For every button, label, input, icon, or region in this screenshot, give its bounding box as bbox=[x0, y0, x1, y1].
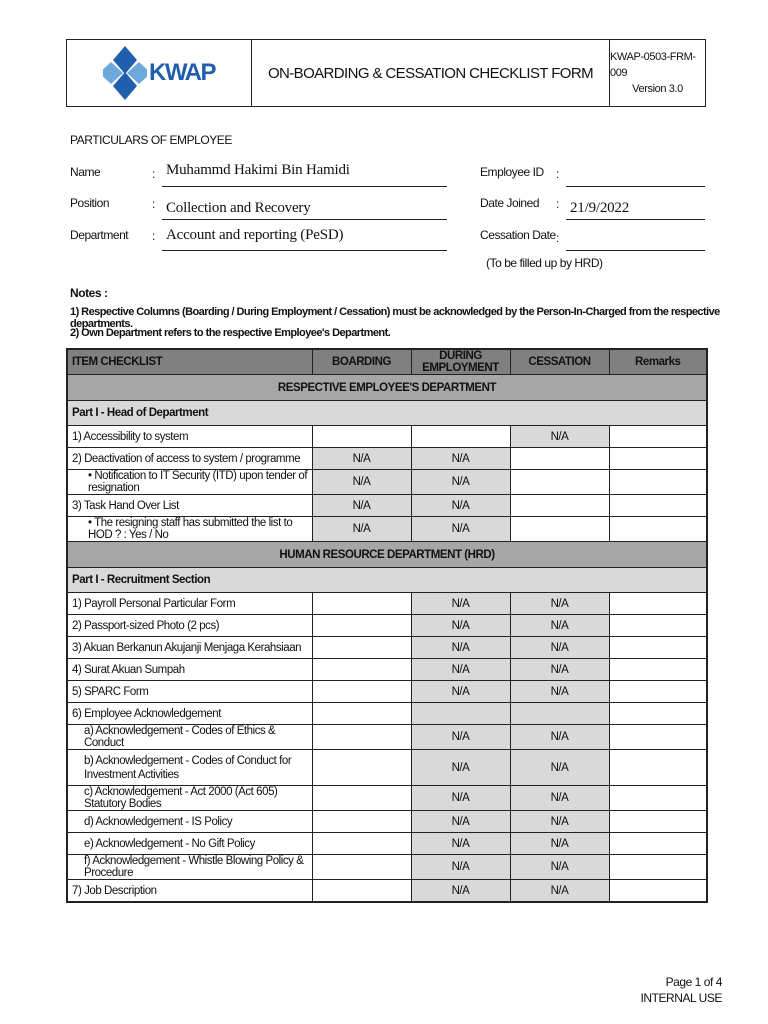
during-employment-cell: N/A bbox=[411, 517, 510, 542]
cessation-cell: N/A bbox=[510, 750, 609, 786]
table-row bbox=[67, 750, 707, 786]
table-row bbox=[67, 426, 707, 448]
item-label: 1) Payroll Personal Particular Form bbox=[67, 593, 312, 615]
table-row bbox=[67, 725, 707, 750]
remarks-cell[interactable] bbox=[609, 703, 707, 725]
item-label: 3) Task Hand Over List bbox=[67, 495, 312, 517]
during-employment-cell: N/A bbox=[411, 855, 510, 880]
date-joined-field[interactable]: 21/9/2022 bbox=[566, 195, 705, 220]
section-title: RESPECTIVE EMPLOYEE'S DEPARTMENT bbox=[67, 375, 707, 401]
notes-title: Notes : bbox=[70, 286, 108, 300]
employee-id-field[interactable] bbox=[566, 162, 705, 187]
item-label: 7) Job Description bbox=[67, 880, 312, 903]
item-label: 4) Surat Akuan Sumpah bbox=[67, 659, 312, 681]
item-label: 2) Deactivation of access to system / programme bbox=[67, 448, 312, 470]
remarks-cell[interactable] bbox=[609, 593, 707, 615]
position-field[interactable]: Collection and Recovery bbox=[162, 195, 447, 220]
cessation-date-label: Cessation Date bbox=[480, 228, 556, 242]
during-employment-cell: N/A bbox=[411, 659, 510, 681]
name-field[interactable]: Muhammd Hakimi Bin Hamidi bbox=[162, 159, 447, 187]
date-joined-label: Date Joined bbox=[480, 196, 540, 210]
table-row bbox=[67, 659, 707, 681]
cessation-cell bbox=[510, 703, 609, 725]
boarding-cell[interactable] bbox=[312, 659, 411, 681]
note-1: 1) Respective Columns (Boarding / During Employment / Cessation) must be acknowledged by the Person-In-Charged from the respective departments. bbox=[70, 306, 720, 330]
during-employment-cell: N/A bbox=[411, 615, 510, 637]
during-employment-cell: N/A bbox=[411, 880, 510, 903]
table-row bbox=[67, 495, 707, 517]
remarks-cell[interactable] bbox=[609, 786, 707, 811]
cessation-cell[interactable] bbox=[510, 517, 609, 542]
cessation-cell: N/A bbox=[510, 811, 609, 833]
remarks-cell[interactable] bbox=[609, 495, 707, 517]
boarding-cell[interactable] bbox=[312, 703, 411, 725]
kwap-diamond-icon bbox=[103, 44, 147, 102]
remarks-cell[interactable] bbox=[609, 426, 707, 448]
boarding-cell[interactable] bbox=[312, 615, 411, 637]
column-header: BOARDING bbox=[312, 349, 411, 375]
table-row bbox=[67, 448, 707, 470]
item-label: e) Acknowledgement - No Gift Policy bbox=[67, 833, 312, 855]
boarding-cell[interactable] bbox=[312, 833, 411, 855]
during-employment-cell: N/A bbox=[411, 637, 510, 659]
note-2: 2) Own Department refers to the respective Employee's Department. bbox=[70, 327, 391, 339]
boarding-cell[interactable] bbox=[312, 593, 411, 615]
table-row bbox=[67, 786, 707, 811]
table-row bbox=[67, 470, 707, 495]
cessation-cell: N/A bbox=[510, 426, 609, 448]
kwap-logo: KWAP bbox=[67, 40, 252, 106]
particulars-heading: PARTICULARS OF EMPLOYEE bbox=[70, 133, 232, 147]
during-employment-cell: N/A bbox=[411, 470, 510, 495]
during-employment-cell: N/A bbox=[411, 833, 510, 855]
boarding-cell[interactable] bbox=[312, 811, 411, 833]
during-employment-cell: N/A bbox=[411, 750, 510, 786]
part-row bbox=[67, 568, 707, 593]
table-row bbox=[67, 517, 707, 542]
checklist-table bbox=[66, 348, 708, 903]
remarks-cell[interactable] bbox=[609, 517, 707, 542]
item-label: 6) Employee Acknowledgement bbox=[67, 703, 312, 725]
remarks-cell[interactable] bbox=[609, 811, 707, 833]
remarks-cell[interactable] bbox=[609, 880, 707, 903]
cessation-cell: N/A bbox=[510, 880, 609, 903]
during-employment-cell: N/A bbox=[411, 448, 510, 470]
cessation-date-field[interactable] bbox=[566, 226, 705, 251]
cessation-cell: N/A bbox=[510, 659, 609, 681]
column-header: CESSATION bbox=[510, 349, 609, 375]
remarks-cell[interactable] bbox=[609, 725, 707, 750]
remarks-cell[interactable] bbox=[609, 855, 707, 880]
during-employment-cell: N/A bbox=[411, 593, 510, 615]
part-row bbox=[67, 401, 707, 426]
remarks-cell[interactable] bbox=[609, 750, 707, 786]
table-row bbox=[67, 615, 707, 637]
hrd-note: (To be filled up by HRD) bbox=[486, 256, 603, 270]
remarks-cell[interactable] bbox=[609, 681, 707, 703]
document-page: KWAP ON-BOARDING & CESSATION CHECKLIST FORM KWAP-0503-FRM-009 Version 3.0 PARTICULARS OF EMPLOYEE Name : Muhammd Hakimi Bin Hamidi Position : Collection and Recovery Department : Account and reporting (PeSD) Employee ID : Date Joined : 21/9/2022 Cessation Date : (To be filled up by HRD) Notes : 1) Respective Columns (Boarding / During Employment / Cessation) must be acknowledged by the Person-In-Charged from the respective departments. 2) Own Department refers to the respective Employee's Department. ITEM CHECKLIST BOARDING DURING EMPLOYMENT CESSATION Remarks RESPECTIVE EMPLOYEE'S DEPARTMENT Part I - Head of Department 1) Accessibility to system N/A 2) Deactivation of access to system / programme N/A N/A • Notification to IT Security (ITD) upon tender of resignation N/A N/A 3) Task Hand Over List N/A N/A • The resigning staff has submitted the list to HOD ? : Yes / No N/A N/A HUMAN RESOURCE DEPARTMENT (HRD) Part I - Recruitment Section 1) Payroll Personal Particular Form N/A N/A 2) Passport-sized Photo (2 pcs) N/A N/A 3) Akuan Berkanun Akujanji Menjaga Kerahsiaan N/A N/A 4) Surat Akuan Sumpah N/A N/A 5) SPARC Form N/A N/A 6) Employee Acknowledgement a) Acknowledgement - Codes of Ethics & Conduct N/A N/A b) Acknowledgement - Codes of Conduct for Investment Activities N/A N/A c) Acknowledgement - Act 2000 (Act 605) Statutory Bodies N/A N/A d) Acknowledgement - IS Policy N/A N/A e) Acknowledgement - No Gift Policy N/A N/A f) Acknowledgement - Whistle Blowing Policy & Procedure N/A N/A 7) Job Description N/A N/A Page 1 of 4 INTERNAL USE bbox=[0, 0, 768, 1024]
item-label: b) Acknowledgement - Codes of Conduct for Investment Activities bbox=[67, 750, 312, 786]
section-row bbox=[67, 542, 707, 568]
item-label: • Notification to IT Security (ITD) upon tender of resignation bbox=[67, 470, 312, 495]
boarding-cell[interactable] bbox=[312, 637, 411, 659]
table-row bbox=[67, 833, 707, 855]
during-employment-cell: N/A bbox=[411, 786, 510, 811]
remarks-cell[interactable] bbox=[609, 470, 707, 495]
employee-id-label: Employee ID bbox=[480, 165, 544, 179]
cessation-cell: N/A bbox=[510, 833, 609, 855]
item-label: f) Acknowledgement - Whistle Blowing Policy & Procedure bbox=[67, 855, 312, 880]
table-row bbox=[67, 880, 707, 903]
item-label: a) Acknowledgement - Codes of Ethics & Conduct bbox=[67, 725, 312, 750]
boarding-cell[interactable] bbox=[312, 750, 411, 786]
cessation-cell: N/A bbox=[510, 725, 609, 750]
remarks-cell[interactable] bbox=[609, 833, 707, 855]
boarding-cell: N/A bbox=[312, 517, 411, 542]
form-header bbox=[66, 39, 706, 107]
table-row bbox=[67, 703, 707, 725]
remarks-cell[interactable] bbox=[609, 448, 707, 470]
during-employment-cell: N/A bbox=[411, 495, 510, 517]
table-row bbox=[67, 681, 707, 703]
cessation-cell: N/A bbox=[510, 855, 609, 880]
cessation-cell: N/A bbox=[510, 681, 609, 703]
boarding-cell[interactable] bbox=[312, 426, 411, 448]
department-label: Department bbox=[70, 228, 129, 242]
name-label: Name bbox=[70, 165, 101, 179]
page-number: Page 1 of 4 bbox=[665, 975, 722, 989]
cessation-cell: N/A bbox=[510, 615, 609, 637]
boarding-cell[interactable] bbox=[312, 681, 411, 703]
column-header: DURING EMPLOYMENT bbox=[411, 349, 510, 375]
boarding-cell: N/A bbox=[312, 470, 411, 495]
cessation-cell: N/A bbox=[510, 637, 609, 659]
cessation-cell[interactable] bbox=[510, 448, 609, 470]
cessation-cell: N/A bbox=[510, 786, 609, 811]
section-title: HUMAN RESOURCE DEPARTMENT (HRD) bbox=[67, 542, 707, 568]
during-employment-cell: N/A bbox=[411, 811, 510, 833]
department-field[interactable]: Account and reporting (PeSD) bbox=[162, 222, 447, 251]
item-label: 2) Passport-sized Photo (2 pcs) bbox=[67, 615, 312, 637]
column-header: Remarks bbox=[609, 349, 707, 375]
table-header-row bbox=[67, 349, 707, 375]
boarding-cell[interactable] bbox=[312, 725, 411, 750]
remarks-cell[interactable] bbox=[609, 637, 707, 659]
section-row bbox=[67, 375, 707, 401]
classification-label: INTERNAL USE bbox=[640, 991, 722, 1005]
part-title: Part I - Head of Department bbox=[67, 401, 707, 426]
table-row bbox=[67, 811, 707, 833]
cessation-cell: N/A bbox=[510, 593, 609, 615]
item-label: • The resigning staff has submitted the list to HOD ? : Yes / No bbox=[67, 517, 312, 542]
boarding-cell: N/A bbox=[312, 495, 411, 517]
boarding-cell: N/A bbox=[312, 448, 411, 470]
item-label: 5) SPARC Form bbox=[67, 681, 312, 703]
cessation-cell[interactable] bbox=[510, 495, 609, 517]
during-employment-cell: N/A bbox=[411, 681, 510, 703]
column-header: ITEM CHECKLIST bbox=[67, 349, 312, 375]
remarks-cell[interactable] bbox=[609, 615, 707, 637]
cessation-cell[interactable] bbox=[510, 470, 609, 495]
during-employment-cell: N/A bbox=[411, 725, 510, 750]
table-row bbox=[67, 637, 707, 659]
item-label: 1) Accessibility to system bbox=[67, 426, 312, 448]
item-label: 3) Akuan Berkanun Akujanji Menjaga Kerahsiaan bbox=[67, 637, 312, 659]
during-employment-cell bbox=[411, 703, 510, 725]
doc-code: KWAP-0503-FRM-009 Version 3.0 bbox=[609, 40, 705, 106]
during-employment-cell[interactable] bbox=[411, 426, 510, 448]
form-title: ON-BOARDING & CESSATION CHECKLIST FORM bbox=[267, 64, 594, 82]
table-row bbox=[67, 593, 707, 615]
boarding-cell[interactable] bbox=[312, 880, 411, 903]
page-footer bbox=[640, 974, 722, 1006]
boarding-cell[interactable] bbox=[312, 786, 411, 811]
remarks-cell[interactable] bbox=[609, 659, 707, 681]
boarding-cell[interactable] bbox=[312, 855, 411, 880]
part-title: Part I - Recruitment Section bbox=[67, 568, 707, 593]
table-row bbox=[67, 855, 707, 880]
position-label: Position bbox=[70, 196, 110, 210]
item-label: d) Acknowledgement - IS Policy bbox=[67, 811, 312, 833]
item-label: c) Acknowledgement - Act 2000 (Act 605) Statutory Bodies bbox=[67, 786, 312, 811]
